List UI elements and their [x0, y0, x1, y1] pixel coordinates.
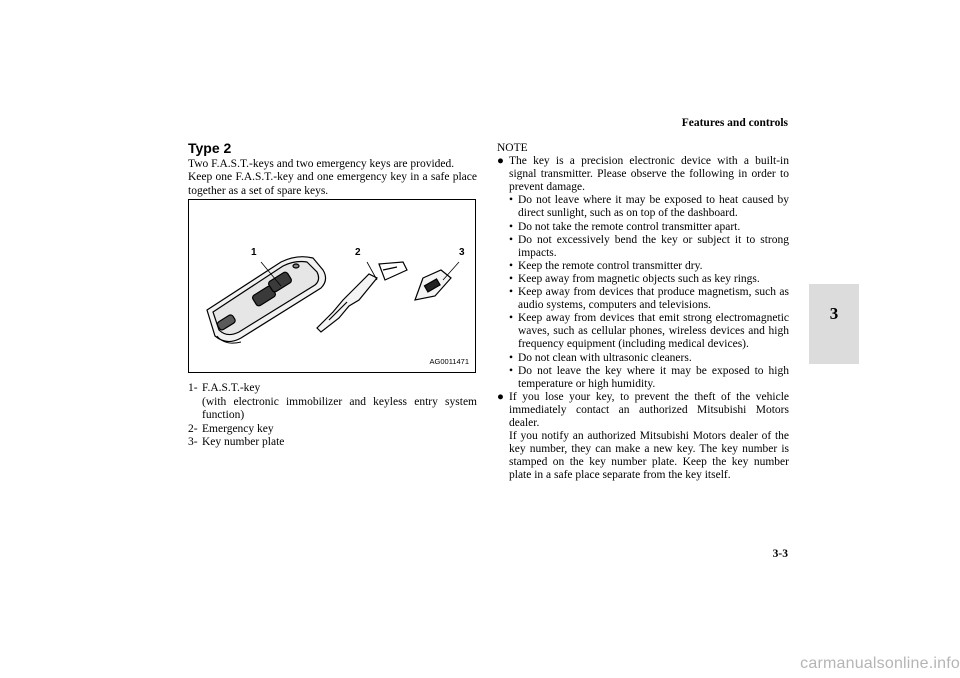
fast-key-fob	[207, 257, 326, 343]
sub-item	[509, 260, 789, 273]
bullet-text: The key is a precision electronic device with a built-in signal transmitter. Please observe the following in order to prevent damage.	[509, 155, 789, 194]
callout-3: 3	[459, 247, 465, 258]
bullet-text: If you lose your key, to prevent the theft of the vehicle immediately contact an authorized Mitsubishi Motors dealer.	[509, 390, 789, 429]
figure-code: AG0011471	[429, 356, 469, 366]
sub-bullet-icon: •	[509, 272, 514, 285]
legend-number: 2-	[188, 422, 198, 435]
chapter-number: 3	[829, 304, 839, 323]
sub-bullet-icon: •	[509, 259, 514, 272]
sub-bullet-icon: •	[509, 194, 514, 207]
sub-bullet-icon: •	[509, 220, 514, 233]
figure-legend	[188, 382, 477, 450]
sub-bullet-icon: •	[509, 233, 514, 246]
page-number: 3-3	[772, 548, 788, 560]
legend-subtext: (with electronic immobilizer and keyless entry system function)	[202, 395, 477, 421]
sub-item-text: Do not clean with ultrasonic cleaners.	[518, 351, 692, 364]
intro-paragraph: Keep one F.A.S.T.-key and one emergency key in a safe place together as a set of spare keys.	[188, 171, 477, 197]
intro-text	[188, 158, 477, 199]
watermark-url: carmanualsonline.info	[800, 655, 960, 672]
sub-item-text: Do not leave where it may be exposed to heat caused by direct sunlight, such as on top of the dashboard.	[518, 194, 789, 220]
note-bullet	[497, 155, 789, 391]
sub-item-text: Keep away from devices that emit strong electromagnetic waves, such as cellular phones, wireless devices and high frequency equipment (including medical devices).	[518, 312, 789, 351]
note-bullet	[497, 391, 789, 483]
emergency-key	[317, 262, 407, 332]
legend-text: F.A.S.T.-key	[202, 382, 261, 394]
legend-item	[188, 382, 477, 423]
sub-item-text: Keep the remote control transmitter dry.	[518, 259, 703, 272]
bullet-icon: ●	[497, 155, 504, 168]
sub-item-text: Do not leave the key where it may be exposed to high temperature or high humidity.	[518, 364, 789, 390]
sub-item	[509, 194, 789, 220]
key-number-plate	[415, 270, 451, 300]
legend-number: 3-	[188, 436, 198, 448]
sub-item	[509, 312, 789, 351]
legend-text: Key number plate	[202, 436, 285, 448]
sub-item	[509, 365, 789, 391]
bullet-icon: ●	[497, 390, 504, 403]
left-column	[188, 140, 477, 448]
sub-bullet-icon: •	[509, 364, 514, 377]
intro-paragraph: Two F.A.S.T.-keys and two emergency keys are provided.	[188, 157, 455, 170]
callout-2: 2	[355, 247, 361, 258]
note-column	[497, 142, 789, 482]
sub-item	[509, 221, 789, 234]
section-title: Features and controls	[681, 117, 788, 129]
legend-item	[188, 436, 477, 450]
sub-item-text: Do not take the remote control transmitter apart.	[518, 220, 741, 233]
sub-item-text: Do not excessively bend the key or subject it to strong impacts.	[518, 233, 789, 259]
sub-item-text: Keep away from devices that produce magnetism, such as audio systems, computers and televisions.	[518, 286, 789, 312]
chapter-tab	[809, 284, 859, 364]
sub-bullet-icon: •	[509, 286, 514, 299]
type-heading: Type 2	[188, 140, 232, 156]
sub-item	[509, 286, 789, 312]
legend-text: Emergency key	[202, 422, 274, 435]
sub-item	[509, 234, 789, 260]
legend-number: 1-	[188, 382, 198, 394]
key-illustration	[188, 199, 476, 373]
key-drawing	[189, 200, 475, 372]
callout-1: 1	[251, 247, 257, 258]
sub-item	[509, 352, 789, 365]
sub-bullet-icon: •	[509, 312, 514, 325]
note-label: NOTE	[497, 142, 528, 154]
sub-bullet-icon: •	[509, 351, 514, 364]
bullet-paragraph: If you notify an authorized Mitsubishi Motors dealer of the key number, they can make a new key. The key number is stamped on the key number plate. Keep the key number plate in a safe place separate from the key itself.	[509, 430, 789, 482]
sub-item-text: Keep away from magnetic objects such as key rings.	[518, 272, 760, 285]
sub-item	[509, 273, 789, 286]
legend-item	[188, 423, 477, 437]
